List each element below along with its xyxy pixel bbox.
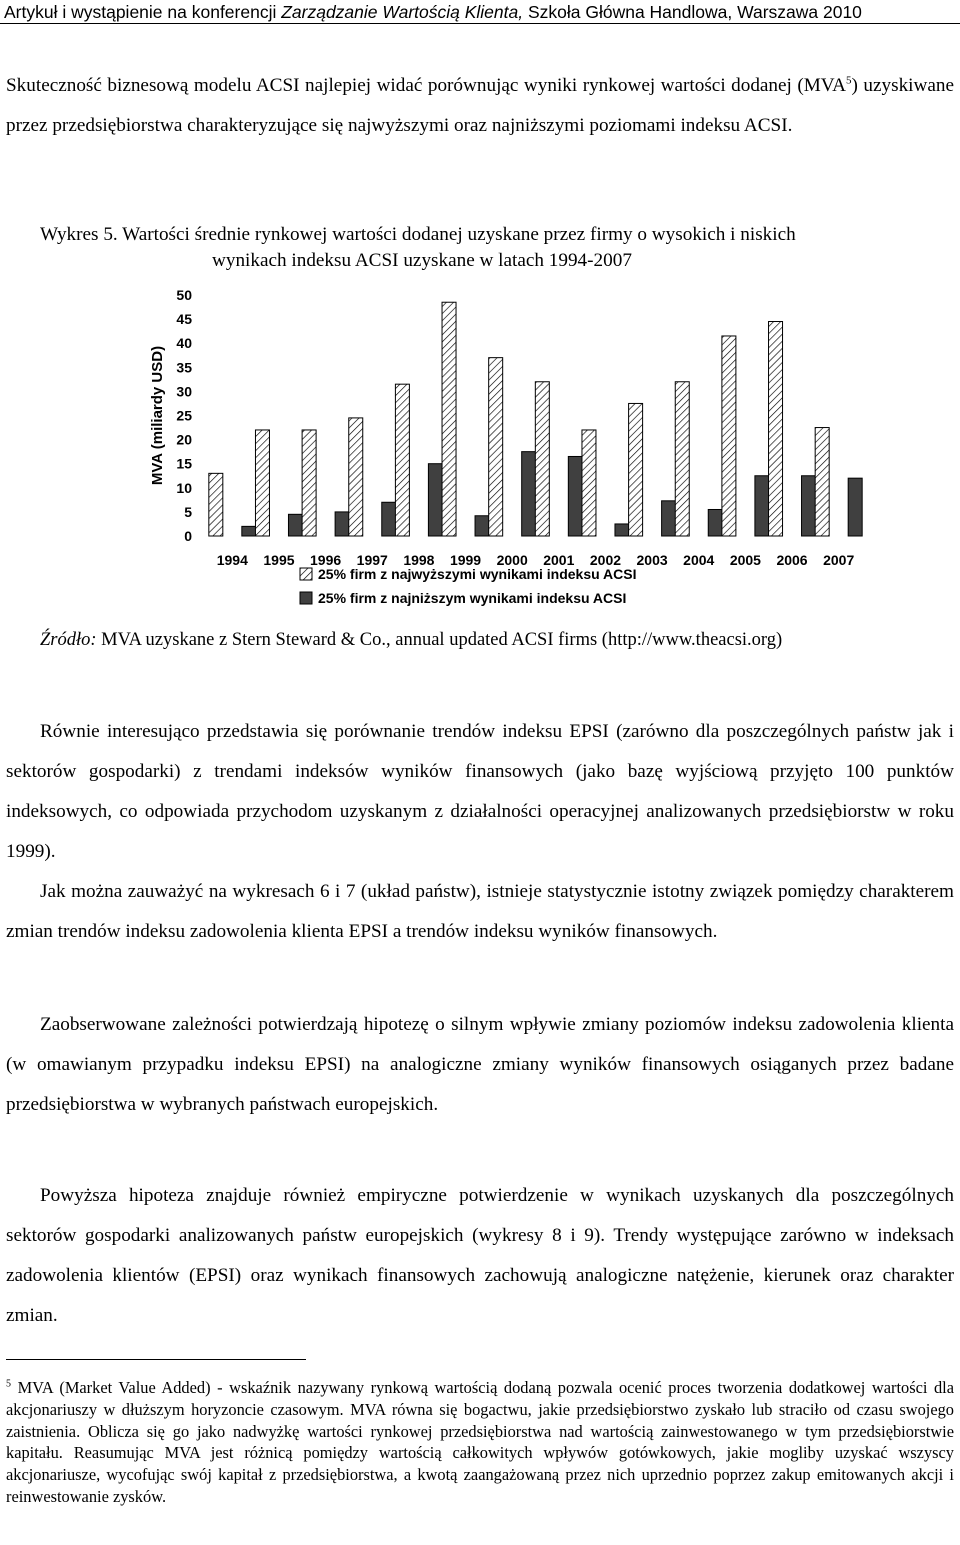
x-tick-label: 1998 — [403, 552, 435, 568]
x-tick-label: 2001 — [543, 552, 575, 568]
footnote-ref[interactable]: 5 — [846, 74, 852, 87]
legend-label-low: 25% firm z najniższym wynikami indeksu ACSI — [318, 590, 627, 606]
bar-high-acsi — [535, 382, 549, 536]
header-suffix: Szkoła Główna Handlowa, Warszawa 2010 — [523, 2, 862, 22]
bar-high-acsi — [722, 336, 736, 536]
x-tick-label: 1997 — [356, 552, 388, 568]
bar-high-acsi — [489, 358, 503, 536]
body-paragraph-1: Równie interesująco przedstawia się porównanie trendów indeksu EPSI (zarówno dla poszczególnych państw jak i sektorów gospodarki) z trendami indeksów wyników finansowych (jako bazę wyjściową przyjęto 100 punktów indeksowych, co odpowiada przychodom uzyskanym z działalności operacyjnej analizowanych przedsiębiorstw w roku 1999). — [6, 721, 954, 862]
bar-high-acsi — [769, 322, 783, 536]
bar-low-acsi — [802, 476, 816, 536]
y-tick-label: 20 — [176, 431, 192, 448]
figure-source — [40, 630, 782, 651]
x-tick-label: 2005 — [729, 552, 761, 568]
bar-low-acsi — [475, 516, 489, 536]
footnote-number: 5 — [6, 1378, 11, 1390]
intro-text-before: Skuteczność biznesową modelu ACSI najlepiej widać porównując wyniki rynkowej wartości dodanej (MVA — [6, 75, 847, 96]
legend-swatch-high — [300, 568, 312, 580]
bar-low-acsi — [755, 476, 769, 536]
bar-low-acsi — [708, 509, 722, 536]
body-paragraph-4: Powyższa hipoteza znajduje również empiryczne potwierdzenie w wynikach uzyskanych dla poszczególnych sektorów gospodarki analizowanych państw europejskich (wykresy 8 i 9). Trendy występujące zarówno w indeksach zadowolenia klientów (EPSI) oraz wynikach finansowych zachowują analogiczne natężenie, kierunek oraz charakter zmian. — [6, 1185, 954, 1326]
header-prefix: Artykuł i wystąpienie na konferencji — [4, 2, 282, 22]
intro-text-after: ) uzyskiwane przez przedsiębiorstwa charakteryzujące się najwyższymi oraz najniższymi poziomami indeksu ACSI. — [6, 75, 954, 136]
figure-title-line2: wynikach indeksu ACSI uzyskane w latach 1994-2007 — [212, 250, 632, 271]
x-tick-label: 1996 — [310, 552, 342, 568]
x-tick-label: 2004 — [683, 552, 715, 568]
bar-high-acsi — [395, 384, 409, 536]
running-header — [0, 0, 960, 24]
y-tick-label: 50 — [176, 287, 192, 303]
y-tick-label: 5 — [184, 503, 192, 520]
y-tick-label: 30 — [176, 383, 192, 400]
figure-title — [40, 222, 940, 274]
bar-low-acsi — [848, 478, 862, 536]
figure-title-line1: Wykres 5. Wartości średnie rynkowej wartości dodanej uzyskane przez firmy o wysokich i niskich — [40, 224, 796, 245]
y-tick-label: 40 — [176, 335, 192, 352]
bar-high-acsi — [302, 430, 316, 536]
bar-low-acsi — [382, 502, 396, 536]
x-tick-label: 1994 — [216, 552, 248, 568]
bar-high-acsi — [582, 430, 596, 536]
y-tick-label: 0 — [184, 528, 192, 544]
legend-swatch-low — [300, 592, 312, 604]
bar-low-acsi — [615, 524, 629, 536]
x-tick-label: 2000 — [496, 552, 528, 568]
footnote-text: MVA (Market Value Added) - wskaźnik nazywany rynkową wartością dodaną pozwala ocenić proces tworzenia dodatkowej wartości dla akcjonariuszy w dłuższym horyzoncie czasowym. MVA równa się bogactwu, jakie przedsiębiorstwo zyskało lub straciło od czasu swojego zaistnienia. Oblicza się go jako nadwyżkę wartości rynkowej przedsiębiorstwa nad wartością zainwestowanego w tym przedsiębiorstwie kapitału. Reasumując MVA jest różnicą pomiędzy wartością całkowitych wpływów gotówkowych, jakie mogliby uzyskać wszyscy akcjonariusze, wycofując swój kapitał z przedsiębiorstwa, a kwotą zaangażowaną przez nich uprzednio poprzez zakup emitowanych akcji i reinwestowanie zysków. — [6, 1378, 954, 1506]
footnote — [6, 1377, 954, 1508]
y-tick-label: 35 — [176, 359, 192, 376]
header-conference: Zarządzanie Wartością Klienta, — [281, 2, 524, 22]
x-tick-label: 2002 — [589, 552, 622, 568]
bar-low-acsi — [568, 456, 582, 536]
body-paragraph-3: Zaobserwowane zależności potwierdzają hipotezę o silnym wpływie zmiany poziomów indeksu zadowolenia klienta (w omawianym przypadku indeksu EPSI) na analogiczne zmiany wyników finansowych osiąganych przez badane przedsiębiorstwa w wybranych państwach europejskich. — [6, 1014, 954, 1115]
y-axis-label: MVA (miliardy USD) — [149, 345, 166, 486]
intro-paragraph — [6, 66, 954, 146]
bar-low-acsi — [335, 512, 349, 536]
y-tick-label: 45 — [176, 311, 192, 328]
bar-high-acsi — [815, 428, 829, 536]
x-tick-label: 1995 — [263, 552, 295, 568]
bar-low-acsi — [242, 526, 256, 536]
y-tick-label: 15 — [176, 455, 192, 472]
bar-high-acsi — [255, 430, 269, 536]
x-tick-label: 2006 — [776, 552, 808, 568]
bar-high-acsi — [209, 473, 223, 536]
x-tick-label: 2003 — [636, 552, 668, 568]
x-tick-label: 2007 — [823, 552, 855, 568]
bar-low-acsi — [288, 514, 302, 536]
y-tick-label: 25 — [176, 407, 192, 424]
source-label: Źródło: — [40, 630, 97, 650]
bar-high-acsi — [442, 302, 456, 536]
legend-label-high: 25% firm z najwyższymi wynikami indeksu ACSI — [318, 566, 637, 582]
body-paragraph-2: Jak można zauważyć na wykresach 6 i 7 (układ państw), istnieje statystycznie istotny związek pomiędzy charakterem zmian trendów indeksu zadowolenia klienta EPSI a trendów indeksu wyników finansowych. — [6, 881, 954, 942]
bar-low-acsi — [428, 464, 442, 536]
bar-low-acsi — [522, 452, 536, 536]
mva-bar-chart — [140, 283, 880, 623]
footnote-divider — [6, 1359, 306, 1360]
bar-high-acsi — [675, 382, 689, 536]
bar-high-acsi — [349, 418, 363, 536]
bar-low-acsi — [662, 501, 676, 536]
x-tick-label: 1999 — [449, 552, 482, 568]
bar-high-acsi — [629, 403, 643, 536]
source-text: MVA uzyskane z Stern Steward & Co., annual updated ACSI firms (http://www.theacsi.org) — [96, 630, 783, 650]
y-tick-label: 10 — [176, 479, 192, 496]
